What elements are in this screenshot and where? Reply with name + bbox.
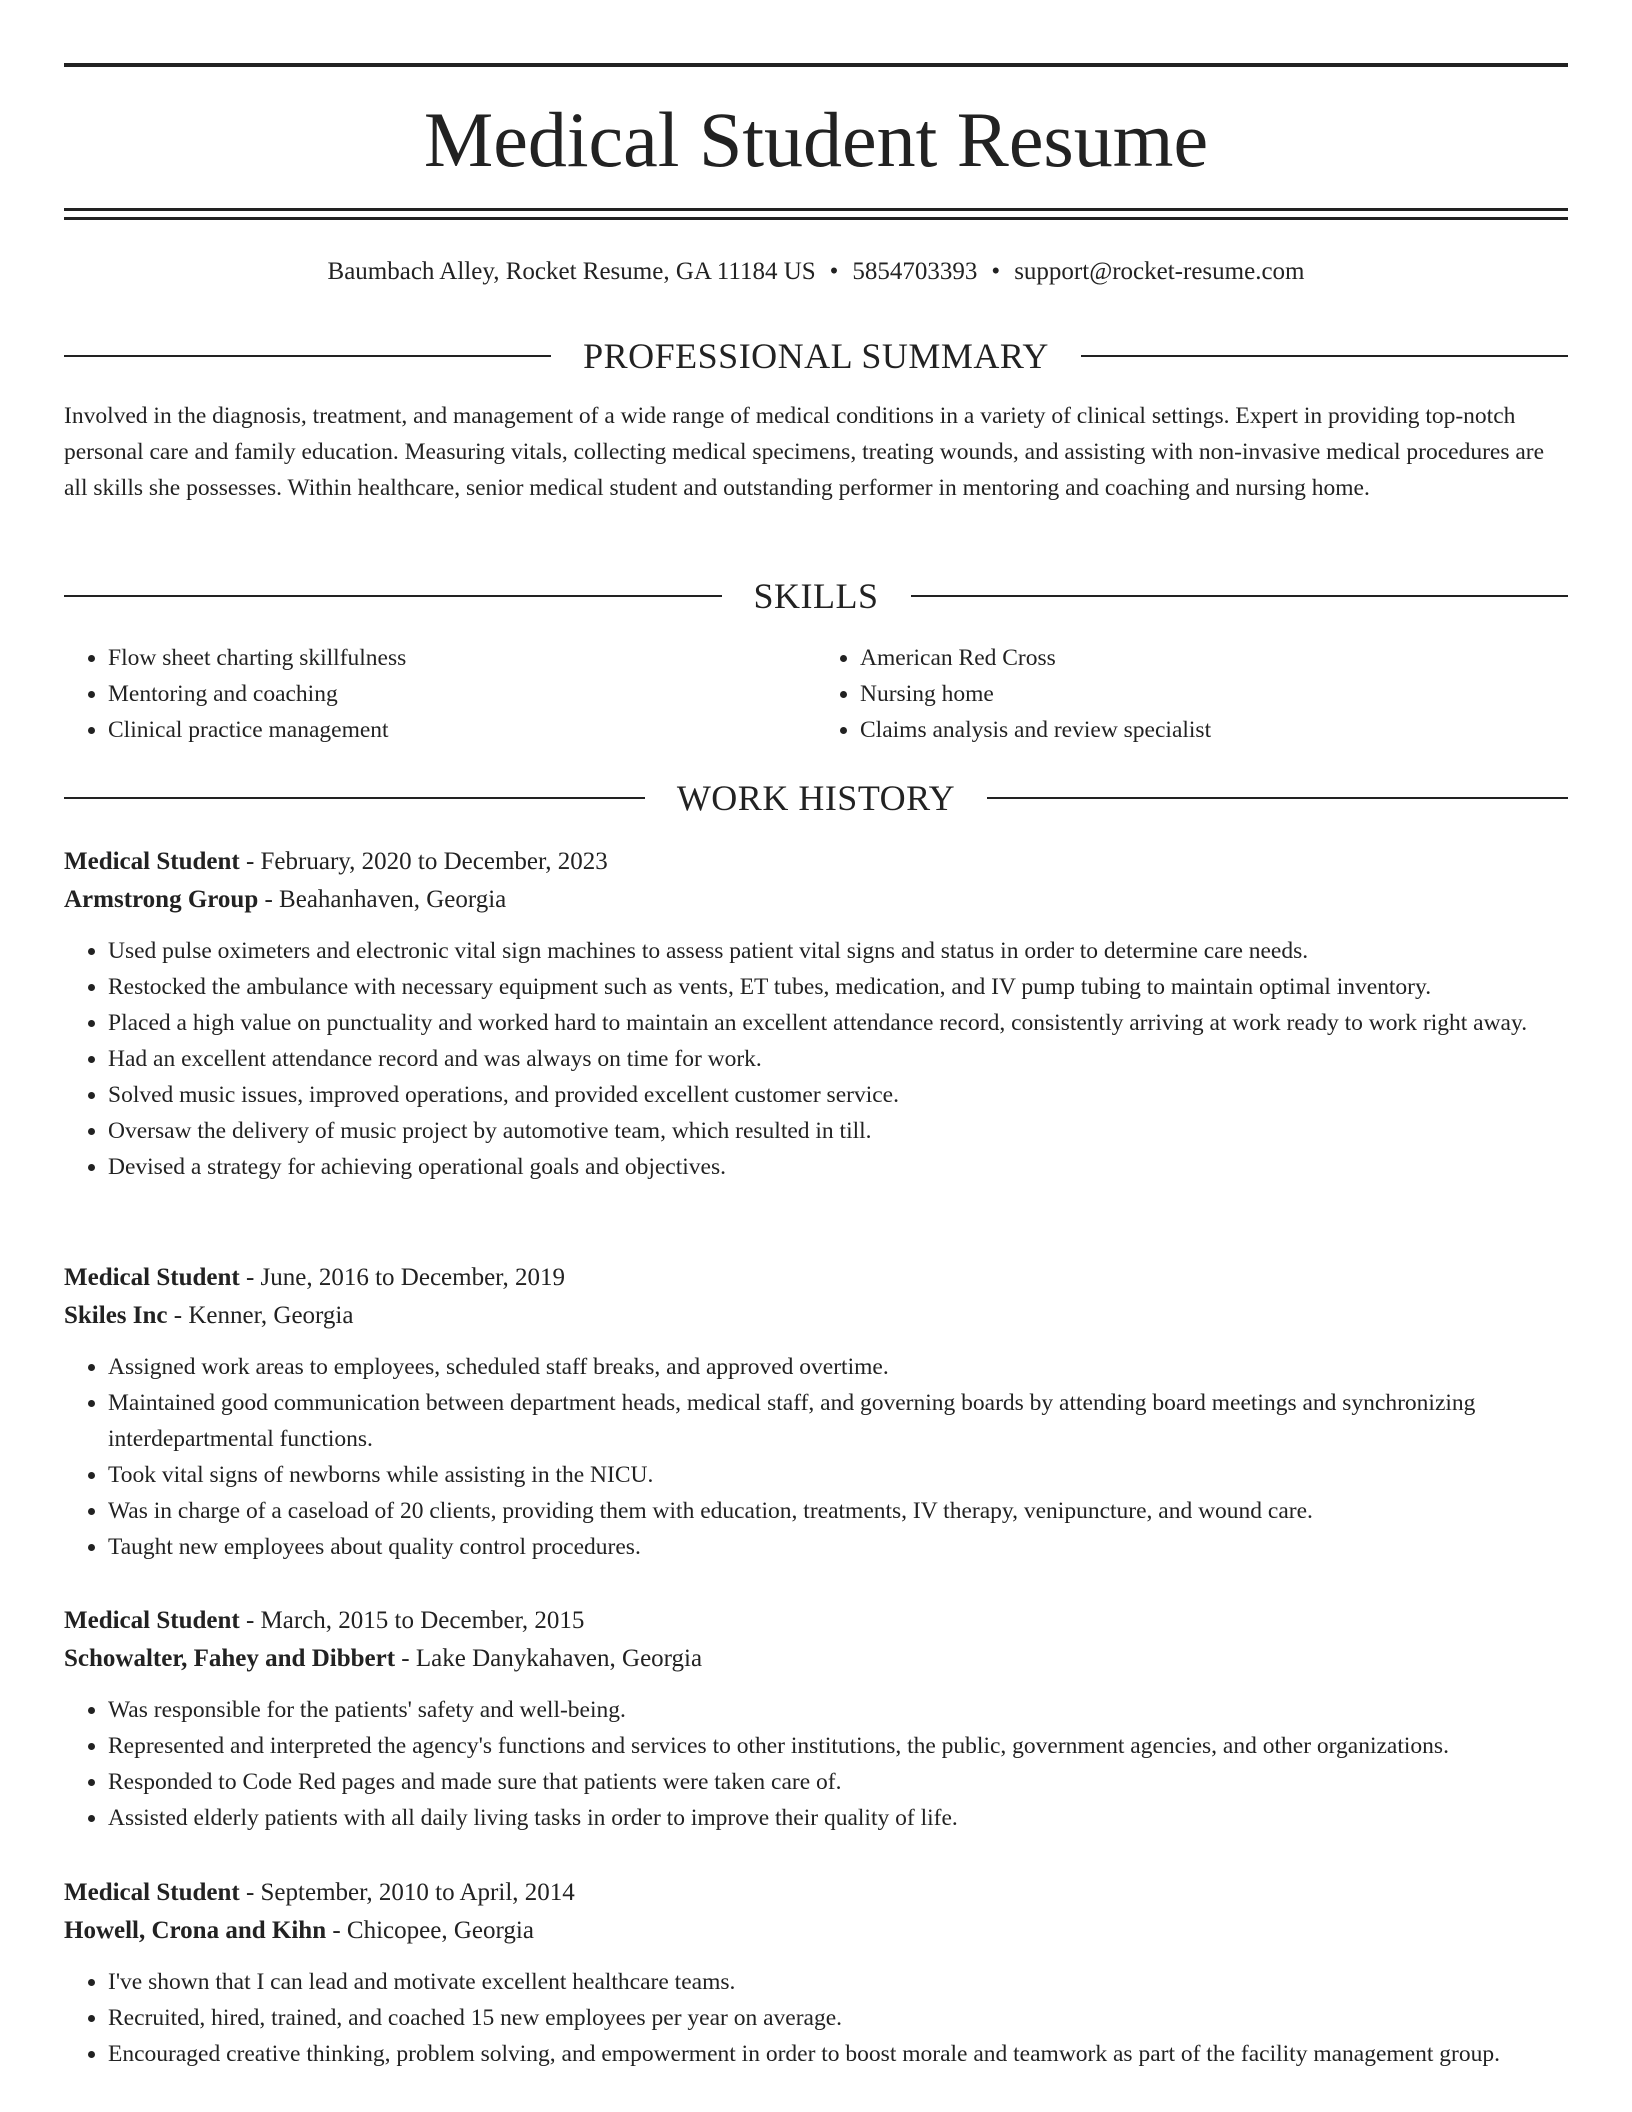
job-bullets xyxy=(64,1964,1568,2072)
heading-rule xyxy=(64,355,551,357)
page-title: Medical Student Resume xyxy=(423,96,1209,183)
job-entry xyxy=(64,1602,1568,1836)
job-bullet: • Solved music issues, improved operations, and provided excellent customer service. xyxy=(108,1077,1568,1113)
job-role: Medical Student xyxy=(64,1879,240,1906)
job-location: - Kenner, Georgia xyxy=(167,1302,354,1329)
contact-address: Baumbach Alley, Rocket Resume, GA 11184 US xyxy=(327,258,816,285)
heading-rule xyxy=(987,797,1568,799)
job-bullet: • Taught new employees about quality control procedures. xyxy=(108,1529,1568,1565)
job-bullets xyxy=(64,1692,1568,1836)
job-bullet: • Recruited, hired, trained, and coached 15 new employees per year on average. xyxy=(108,2000,1568,2036)
job-bullet: • Encouraged creative thinking, problem solving, and empowerment in order to boost morale and teamwork as part of the facility management group. xyxy=(108,2036,1568,2072)
skill-item: • Claims analysis and review specialist xyxy=(860,712,1568,748)
skill-item: • Flow sheet charting skillfulness xyxy=(108,640,816,676)
job-bullet: • Represented and interpreted the agency's functions and services to other institutions, the public, government agencies, and other organizations. xyxy=(108,1728,1568,1764)
job-company-line xyxy=(64,1297,1568,1335)
job-location: - Lake Danykahaven, Georgia xyxy=(395,1645,703,1672)
contact-phone: 5854703393 xyxy=(852,258,978,285)
skills-list xyxy=(64,640,1568,748)
job-company-line xyxy=(64,881,1568,919)
job-location: - Beahanhaven, Georgia xyxy=(258,886,507,913)
skills-column-left xyxy=(64,640,816,748)
contact-separator: • xyxy=(991,258,1001,285)
top-rule xyxy=(64,63,1568,67)
job-dates: - June, 2016 to December, 2019 xyxy=(239,1264,566,1291)
job-dates: - September, 2010 to April, 2014 xyxy=(239,1879,575,1906)
title-double-rule xyxy=(64,208,1568,220)
job-bullet: • Oversaw the delivery of music project by automotive team, which resulted in till. xyxy=(108,1113,1568,1149)
job-dates: - February, 2020 to December, 2023 xyxy=(239,848,608,875)
skill-item: • Nursing home xyxy=(860,676,1568,712)
job-company-line xyxy=(64,1912,1568,1950)
job-location: - Chicopee, Georgia xyxy=(326,1917,534,1944)
job-company-line xyxy=(64,1640,1568,1678)
skill-item: • Mentoring and coaching xyxy=(108,676,816,712)
job-bullet: • I've shown that I can lead and motivate excellent healthcare teams. xyxy=(108,1964,1568,2000)
job-bullet: • Assigned work areas to employees, scheduled staff breaks, and approved overtime. xyxy=(108,1349,1568,1385)
job-title-line xyxy=(64,1874,1568,1912)
job-bullet: • Restocked the ambulance with necessary equipment such as vents, ET tubes, medication, and IV pump tubing to maintain optimal inventory. xyxy=(108,969,1568,1005)
job-entry xyxy=(64,1259,1568,1565)
job-company: Schowalter, Fahey and Dibbert xyxy=(64,1645,396,1672)
skills-heading xyxy=(64,574,1568,618)
job-bullet: • Had an excellent attendance record and was always on time for work. xyxy=(108,1041,1568,1077)
job-entry xyxy=(64,843,1568,1185)
job-bullet: • Took vital signs of newborns while assisting in the NICU. xyxy=(108,1457,1568,1493)
contact-email: support@rocket-resume.com xyxy=(1014,258,1305,285)
job-bullet: • Was responsible for the patients' safety and well-being. xyxy=(108,1692,1568,1728)
job-company: Howell, Crona and Kihn xyxy=(64,1917,327,1944)
heading-rule xyxy=(911,595,1569,597)
job-role: Medical Student xyxy=(64,1264,240,1291)
summary-text: Involved in the diagnosis, treatment, and management of a wide range of medical conditions in a variety of clinical settings. Expert in providing top-notch personal care and family education. Measuring vitals, collecting medical specimens, treating wounds, and assisting with non-invasive medical procedures are all skills she possesses. Within healthcare, senior medical student and outstanding performer in mentoring and coaching and nursing home. xyxy=(64,403,1545,501)
job-role: Medical Student xyxy=(64,848,240,875)
job-bullet: • Used pulse oximeters and electronic vital sign machines to assess patient vital signs and status in order to determine care needs. xyxy=(108,933,1568,969)
job-dates: - March, 2015 to December, 2015 xyxy=(239,1607,585,1634)
job-company: Armstrong Group xyxy=(64,886,259,913)
job-bullet: • Responded to Code Red pages and made sure that patients were taken care of. xyxy=(108,1764,1568,1800)
job-bullet: • Maintained good communication between department heads, medical staff, and governing boards by attending board meetings and synchronizing interdepartmental functions. xyxy=(108,1385,1568,1457)
job-bullet: • Devised a strategy for achieving operational goals and objectives. xyxy=(108,1149,1568,1185)
summary-heading-label: PROFESSIONAL SUMMARY xyxy=(583,336,1049,376)
skill-item: • American Red Cross xyxy=(860,640,1568,676)
skills-column-right xyxy=(816,640,1568,748)
job-bullets xyxy=(64,1349,1568,1565)
contact-separator: • xyxy=(829,258,839,285)
job-title-line xyxy=(64,1602,1568,1640)
skills-heading-label: SKILLS xyxy=(753,576,879,616)
job-company: Skiles Inc xyxy=(64,1302,168,1329)
work-history-heading-label: WORK HISTORY xyxy=(676,778,956,818)
heading-rule xyxy=(1081,355,1568,357)
job-bullets xyxy=(64,933,1568,1185)
job-entry xyxy=(64,1874,1568,2072)
job-title-line xyxy=(64,843,1568,881)
contact-line xyxy=(64,254,1568,290)
job-title-line xyxy=(64,1259,1568,1297)
summary-heading xyxy=(64,334,1568,378)
job-bullet: • Placed a high value on punctuality and worked hard to maintain an excellent attendance record, consistently arriving at work ready to work right away. xyxy=(108,1005,1568,1041)
job-bullet: • Assisted elderly patients with all daily living tasks in order to improve their quality of life. xyxy=(108,1800,1568,1836)
job-role: Medical Student xyxy=(64,1607,240,1634)
job-bullet: • Was in charge of a caseload of 20 clients, providing them with education, treatments, IV therapy, venipuncture, and wound care. xyxy=(108,1493,1568,1529)
work-history-heading xyxy=(64,776,1568,820)
skill-item: • Clinical practice management xyxy=(108,712,816,748)
heading-rule xyxy=(64,595,722,597)
heading-rule xyxy=(64,797,645,799)
